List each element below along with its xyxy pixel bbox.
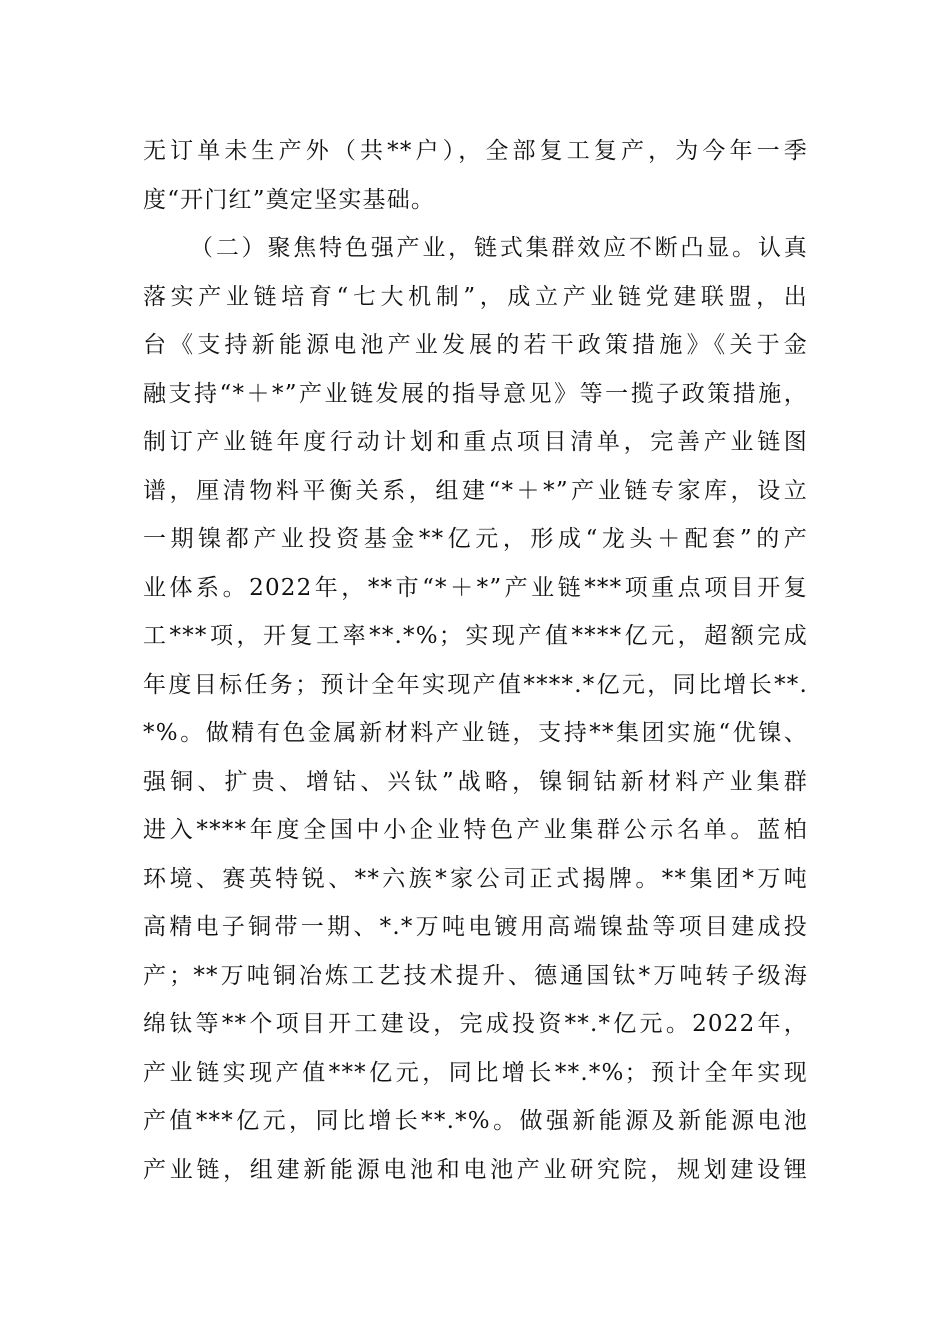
section-heading-line: （二）聚焦特色强产业，链式集群效应不断凸显。认真 bbox=[190, 235, 808, 261]
text-line: 环境、赛英特锐、**六族*家公司正式揭牌。**集团*万吨 bbox=[143, 865, 808, 892]
text-line: 绵钛等**个项目开工建设，完成投资**.*亿元。2022年， bbox=[143, 1011, 808, 1037]
text-line: 年度目标任务；预计全年实现产值****.*亿元，同比增长**. bbox=[143, 671, 808, 698]
document-body bbox=[143, 127, 808, 1194]
text-line: 谱，厘清物料平衡关系，组建“*＋*”产业链专家库，设立 bbox=[143, 477, 808, 504]
text-line: 产值***亿元，同比增长**.*%。做强新能源及新能源电池 bbox=[143, 1108, 808, 1134]
text-line: 台《支持新能源电池产业发展的若干政策措施》《关于金 bbox=[143, 332, 808, 358]
text-line: 融支持“*＋*”产业链发展的指导意见》等一揽子政策措施， bbox=[143, 380, 808, 407]
text-line: 一期镍都产业投资基金**亿元，形成“龙头＋配套”的产 bbox=[143, 526, 808, 552]
text-line: 工***项，开复工率**.*%；实现产值****亿元，超额完成 bbox=[143, 623, 808, 649]
text-line: 强铜、扩贵、增钴、兴钛”战略，镍铜钴新材料产业集群 bbox=[143, 768, 808, 795]
text-line: 制订产业链年度行动计划和重点项目清单，完善产业链图 bbox=[143, 429, 808, 455]
text-line: *%。做精有色金属新材料产业链，支持**集团实施“优镍、 bbox=[143, 720, 808, 746]
text-line: 无订单未生产外（共**户），全部复工复产，为今年一季 bbox=[143, 138, 808, 164]
text-line: 高精电子铜带一期、*.*万吨电镀用高端镍盐等项目建成投 bbox=[143, 914, 808, 940]
text-line: 业体系。2022年，**市“*＋*”产业链***项重点项目开复 bbox=[143, 574, 808, 601]
text-line: 度“开门红”奠定坚实基础。 bbox=[143, 186, 436, 213]
text-line: 产业链，组建新能源电池和电池产业研究院，规划建设锂 bbox=[143, 1156, 808, 1183]
text-line: 产业链实现产值***亿元，同比增长**.*%；预计全年实现 bbox=[143, 1059, 808, 1086]
text-line: 产；**万吨铜冶炼工艺技术提升、德通国钛*万吨转子级海 bbox=[143, 962, 808, 989]
text-line: 落实产业链培育“七大机制”，成立产业链党建联盟，出 bbox=[143, 283, 808, 310]
text-line: 进入****年度全国中小企业特色产业集群公示名单。蓝柏 bbox=[143, 817, 808, 843]
